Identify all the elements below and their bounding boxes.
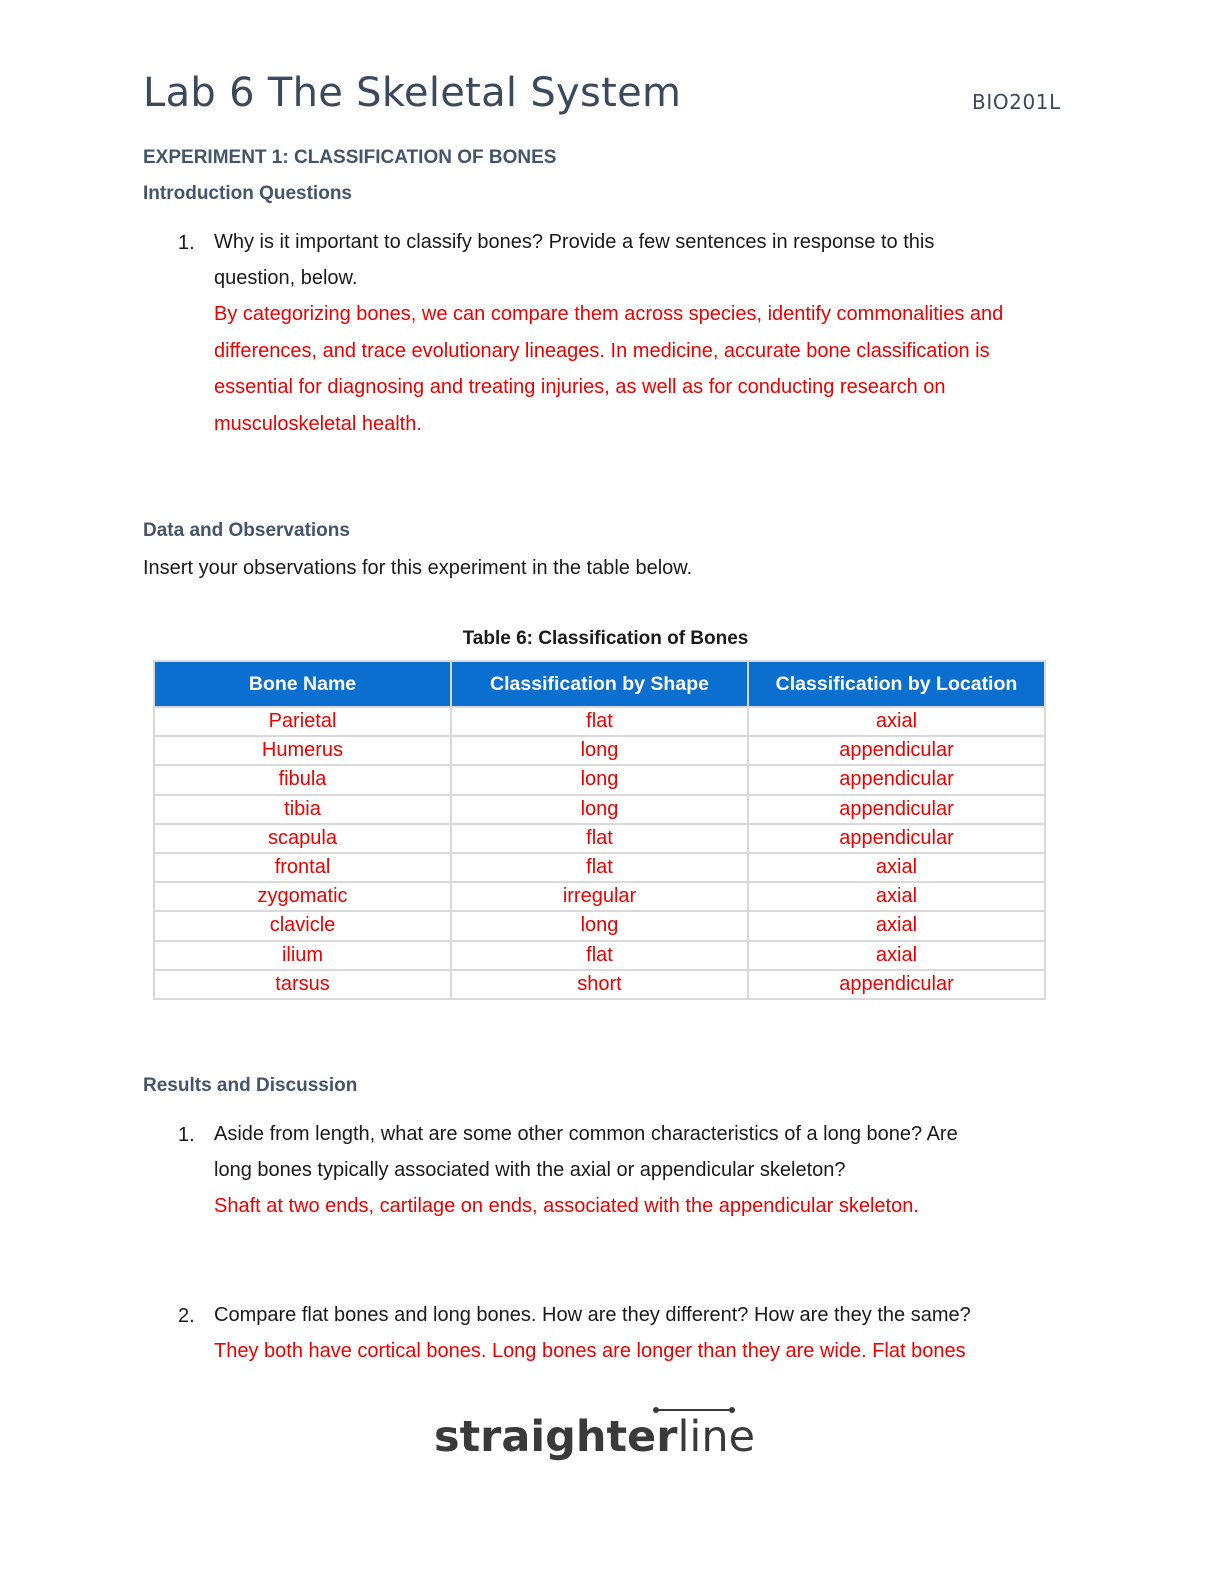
cell-bone-name: clavicle: [154, 911, 451, 940]
cell-shape: long: [451, 765, 748, 794]
cell-bone-name: Parietal: [154, 707, 451, 736]
intro-question-number: 1.: [178, 232, 195, 254]
logo-wordmark-bold: straighter: [434, 1412, 678, 1462]
table-row: [154, 765, 1045, 794]
intro-question-text: [214, 224, 1074, 296]
column-header-location: Classification by Location: [748, 661, 1045, 707]
cell-bone-name: Humerus: [154, 736, 451, 765]
intro-answer-line: essential for diagnosing and treating injuries, as well as for conducting research on: [214, 376, 946, 398]
table-row: [154, 795, 1045, 824]
cell-location: axial: [748, 941, 1045, 970]
cell-bone-name: tarsus: [154, 970, 451, 999]
cell-shape: long: [451, 795, 748, 824]
cell-shape: flat: [451, 853, 748, 882]
cell-shape: long: [451, 911, 748, 940]
cell-bone-name: fibula: [154, 765, 451, 794]
cell-location: appendicular: [748, 736, 1045, 765]
results-question-line: long bones typically associated with the axial or appendicular skeleton?: [214, 1159, 846, 1181]
intro-answer: [214, 296, 1084, 442]
cell-shape: irregular: [451, 882, 748, 911]
bone-classification-table: [153, 660, 1046, 1000]
intro-questions-heading: Introduction Questions: [143, 183, 352, 204]
cell-location: axial: [748, 853, 1045, 882]
results-discussion-heading: Results and Discussion: [143, 1075, 358, 1096]
table-row: [154, 882, 1045, 911]
intro-answer-line: musculoskeletal health.: [214, 412, 422, 435]
experiment-heading: EXPERIMENT 1: CLASSIFICATION OF BONES: [143, 147, 557, 168]
table-row: [154, 824, 1045, 853]
logo-wordmark: [434, 1412, 755, 1462]
cell-location: axial: [748, 911, 1045, 940]
table-row: [154, 853, 1045, 882]
straighterline-logo: [434, 1405, 774, 1469]
table-header-row: [154, 661, 1045, 707]
data-instruction: Insert your observations for this experiment in the table below.: [143, 557, 693, 579]
table-row: [154, 911, 1045, 940]
cell-bone-name: tibia: [154, 795, 451, 824]
cell-location: appendicular: [748, 970, 1045, 999]
cell-location: axial: [748, 882, 1045, 911]
course-code: BIO201L: [972, 90, 1061, 114]
column-header-bone-name: Bone Name: [154, 661, 451, 707]
intro-answer-line: By categorizing bones, we can compare them across species, identify commonalities and: [214, 303, 1004, 325]
results-question-number: 1.: [178, 1124, 195, 1146]
cell-shape: long: [451, 736, 748, 765]
cell-shape: flat: [451, 941, 748, 970]
results-question-line: Aside from length, what are some other common characteristics of a long bone? Are: [214, 1123, 958, 1145]
cell-shape: flat: [451, 707, 748, 736]
page-title: Lab 6 The Skeletal System: [143, 70, 682, 116]
results-question-line: Compare flat bones and long bones. How are they different? How are they the same?: [214, 1304, 971, 1326]
table-row: [154, 707, 1045, 736]
cell-location: appendicular: [748, 765, 1045, 794]
results-question-number: 2.: [178, 1305, 195, 1327]
results-question-text: [214, 1116, 1074, 1188]
table-row: [154, 941, 1045, 970]
column-header-shape: Classification by Shape: [451, 661, 748, 707]
table-row: [154, 970, 1045, 999]
cell-shape: flat: [451, 824, 748, 853]
intro-question-line: Why is it important to classify bones? Provide a few sentences in response to this: [214, 231, 935, 253]
intro-answer-line: differences, and trace evolutionary lineages. In medicine, accurate bone classification is: [214, 339, 990, 362]
cell-location: appendicular: [748, 824, 1045, 853]
data-observations-heading: Data and Observations: [143, 520, 350, 541]
cell-shape: short: [451, 970, 748, 999]
cell-bone-name: scapula: [154, 824, 451, 853]
results-question-text: [214, 1297, 1074, 1333]
cell-location: axial: [748, 707, 1045, 736]
cell-location: appendicular: [748, 795, 1045, 824]
cell-bone-name: ilium: [154, 941, 451, 970]
table-row: [154, 736, 1045, 765]
intro-question-line: question, below.: [214, 267, 358, 289]
results-answer: They both have cortical bones. Long bones are longer than they are wide. Flat bones: [214, 1340, 966, 1362]
cell-bone-name: frontal: [154, 853, 451, 882]
logo-wordmark-light: line: [677, 1412, 756, 1462]
results-answer: Shaft at two ends, cartilage on ends, associated with the appendicular skeleton.: [214, 1195, 919, 1217]
cell-bone-name: zygomatic: [154, 882, 451, 911]
table-caption: Table 6: Classification of Bones: [462, 628, 749, 649]
